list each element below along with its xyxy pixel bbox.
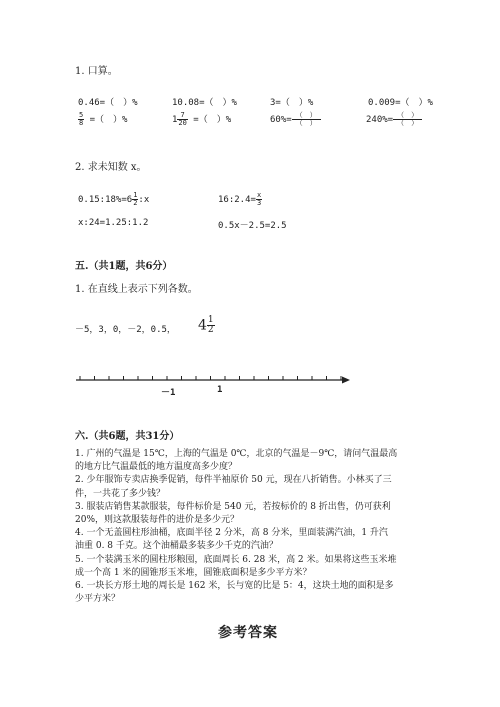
eq-2-head: 16:2.4= — [218, 195, 256, 205]
q1-item-3: 3=（ ）% — [270, 98, 314, 108]
question-line: 20%，则这款服装每件的进价是多少元？ — [75, 515, 240, 526]
mixed-whole: 1 — [172, 115, 178, 125]
q2-eq-2 — [218, 192, 262, 207]
section-5-question: 1. 在直线上表示下列各数。 — [75, 284, 198, 295]
q2-heading: 2. 求未知数 x。 — [75, 162, 147, 173]
section-6-title: 六.（共6题，共31分） — [75, 431, 180, 442]
section-5-title: 五.（共1题，共6分） — [75, 261, 173, 272]
question-line: 5. 一个装满玉米的圆柱形粮囤，底面周长 6. 28 米，高 2 米。如果将这些玉米堆 — [75, 554, 397, 565]
q1-heading: 1. 口算。 — [75, 66, 118, 77]
q1-item-4: 0.009=（ ）% — [368, 98, 433, 108]
blank-numerator: （ ） — [393, 112, 422, 120]
fraction-denominator: 3 — [256, 199, 262, 207]
q1-item-1: 0.46=（ ）% — [78, 98, 138, 108]
question-lines — [75, 448, 435, 606]
arrow-right-icon — [342, 377, 350, 384]
question-line: 少平方米？ — [75, 594, 121, 605]
blank-denominator: （ ） — [397, 119, 419, 127]
numbers-to-plot: －5，3，0，－2，0.5， — [75, 325, 176, 335]
q2-eq-3: x:24=1.25:1.2 — [78, 218, 149, 228]
mixed-number — [198, 316, 215, 335]
question-line: 3. 服装店销售某款服装，每件标价是 540 元，若按标价的 8 折出售，仍可获利 — [75, 501, 391, 512]
fraction-numerator: 1 — [207, 315, 214, 325]
question-line: 2. 少年服饰专卖店换季促销，每件半袖原价 50 元，现在八折销售。小林买了三 — [75, 475, 392, 486]
q1-item-7 — [270, 112, 321, 127]
q2-eq-4: 0.5x－2.5=2.5 — [218, 221, 287, 231]
q1-item-2: 10.08=（ ）% — [172, 98, 237, 108]
q1-item-5 — [78, 112, 127, 127]
blank-denominator: （ ） — [295, 119, 317, 127]
q1-item-8 — [366, 112, 422, 127]
question-line: 4. 一个无盖圆柱形油桶，底面半径 2 分米，高 8 分米，里面装满汽油，1 升汽 — [75, 528, 388, 539]
blank-numerator: （ ） — [292, 112, 321, 120]
q1-item-6 — [172, 112, 231, 127]
question-line: 油重 0. 8 千克。这个油桶最多装多少千克的汽油？ — [75, 541, 278, 552]
answer-title: 参考答案 — [218, 625, 278, 641]
eq-1-head: 0.15:18%=6 — [78, 195, 133, 205]
fraction-numerator: 1 — [133, 191, 138, 199]
q1-item-6-tail: =（ ）% — [193, 115, 232, 125]
q2-eq-1 — [78, 192, 149, 207]
fraction-numerator: x — [256, 191, 262, 199]
label-one: 1 — [217, 385, 223, 395]
question-line: 件，一共花了多少钱？ — [75, 488, 166, 499]
section-6-questions — [75, 448, 435, 606]
q1-item-8-head: 240%= — [366, 115, 394, 125]
question-line: 1. 广州的气温是 15℃，上海的气温是 0℃，北京的气温是－9℃，请问气温最高 — [75, 449, 398, 459]
number-line-ticks — [80, 376, 341, 380]
fraction-denominator: 2 — [133, 199, 138, 207]
fraction-numerator: 7 — [177, 112, 187, 120]
q1-item-5-tail: =（ ）% — [89, 115, 128, 125]
fraction-denominator: 8 — [79, 119, 84, 127]
mixed-whole: 4 — [198, 317, 207, 334]
fraction-denominator: 2 — [207, 325, 214, 335]
label-minus-one: －1 — [161, 388, 176, 398]
question-line: 的地方比气温最低的地方温度高多少度？ — [75, 462, 238, 473]
number-line — [70, 370, 360, 400]
question-line: 6. 一块长方形土地的周长是 162 米，长与宽的比是 5：4，这块土地的面积是多 — [75, 581, 394, 592]
eq-1-tail: :x — [138, 195, 150, 205]
question-line: 成一个高 1 米的圆锥形玉米堆，圆锥底面积是多少平方米？ — [75, 567, 312, 578]
fraction-denominator: 20 — [178, 119, 187, 127]
q1-item-7-head: 60%= — [270, 115, 292, 125]
fraction-numerator: 5 — [79, 111, 84, 119]
